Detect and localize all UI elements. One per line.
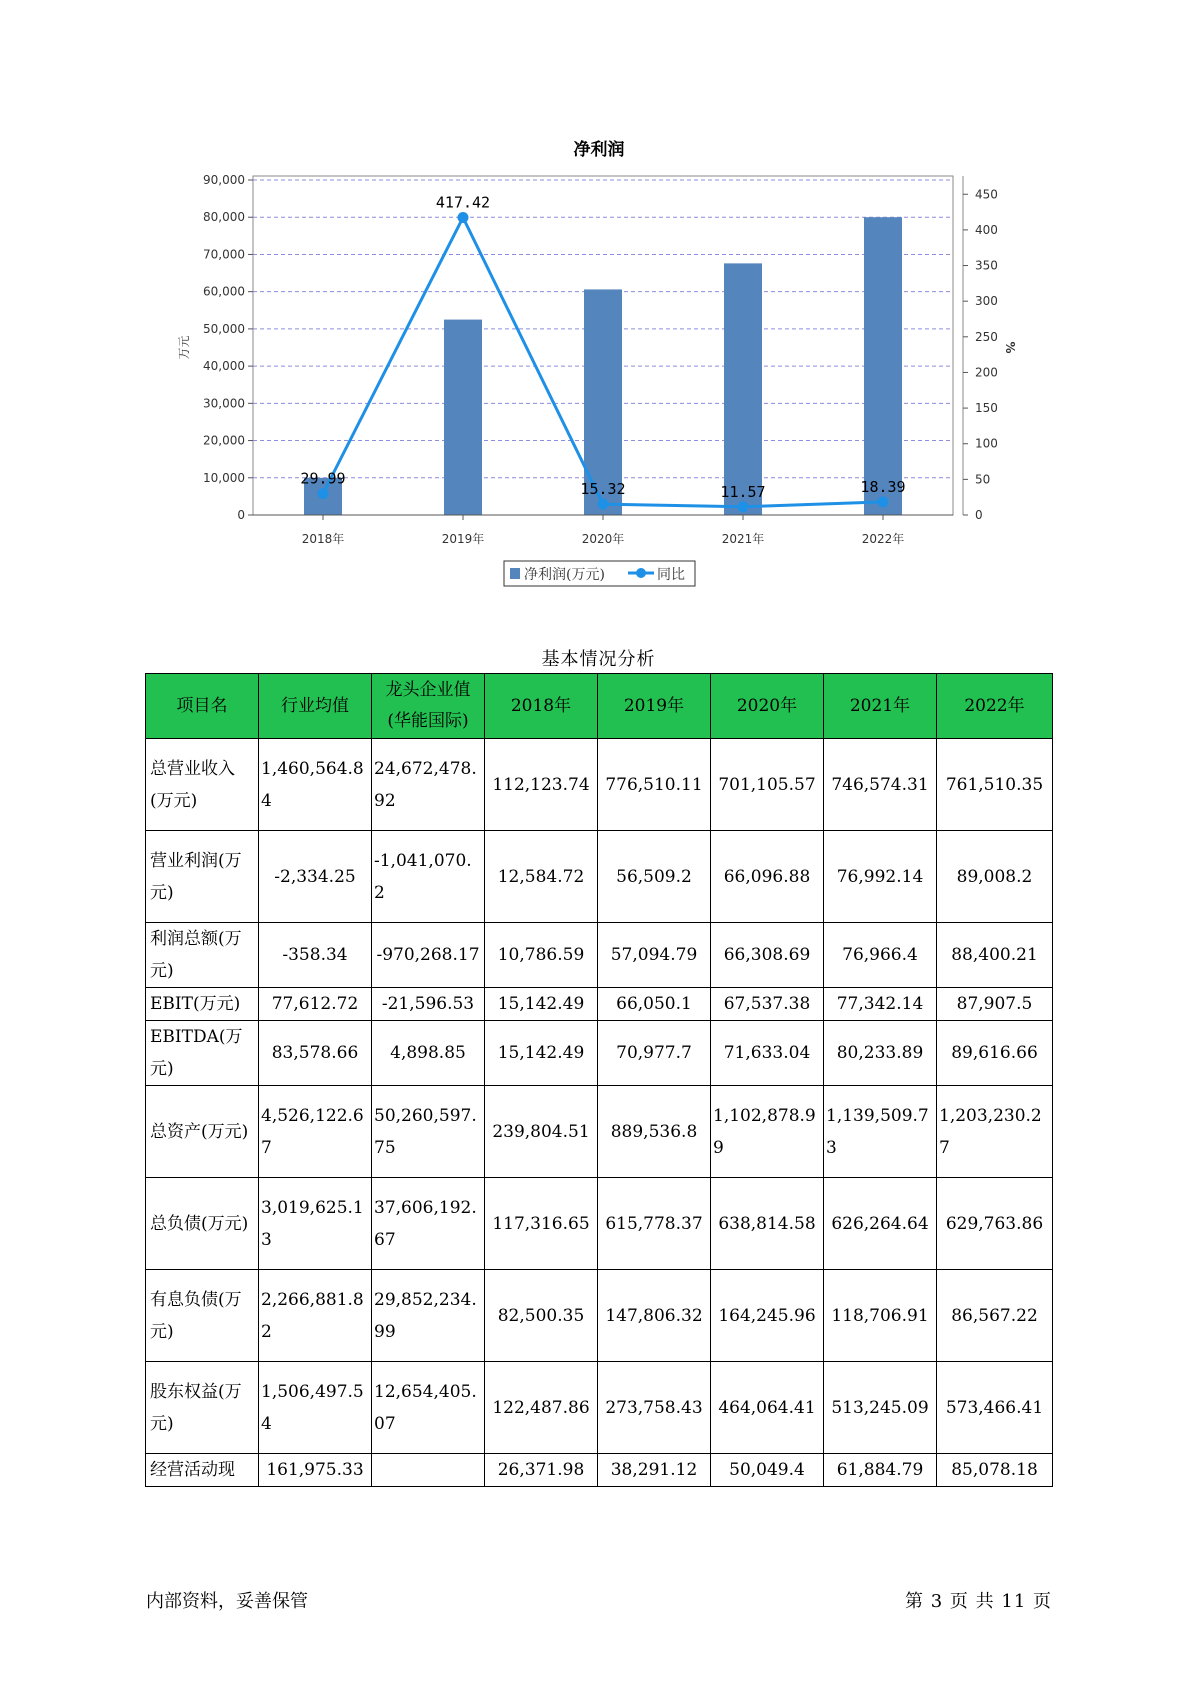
yoy-point [738, 501, 749, 512]
table-cell: 70,977.7 [598, 1021, 711, 1086]
table-cell: 776,510.11 [598, 739, 711, 831]
table-cell: 66,308.69 [711, 923, 824, 988]
table-cell: 10,786.59 [485, 923, 598, 988]
y-tick-label: 80,000 [203, 210, 245, 225]
table-cell: 24,672,478.92 [372, 739, 485, 831]
legend-line-label: 同比 [657, 567, 685, 583]
table-cell: 3,019,625.13 [259, 1178, 372, 1270]
table-cell: 50,260,597.75 [372, 1086, 485, 1178]
x-tick-label: 2022年 [861, 532, 905, 546]
x-tick-label: 2018年 [301, 532, 345, 546]
y-tick-label: 70,000 [203, 247, 245, 262]
y-tick-label: 20,000 [203, 433, 245, 448]
table-cell: 76,992.14 [824, 831, 937, 923]
table-cell: 4,526,122.67 [259, 1086, 372, 1178]
x-tick-label: 2019年 [441, 532, 485, 546]
table-cell: 89,616.66 [937, 1021, 1053, 1086]
y-tick-label: 60,000 [203, 284, 245, 299]
y-tick-label: 40,000 [203, 359, 245, 374]
table-cell: 66,050.1 [598, 988, 711, 1021]
yoy-point [458, 212, 469, 223]
table-header-row [146, 674, 1053, 739]
y2-tick-label: 300 [975, 294, 998, 309]
legend-line-marker [636, 568, 646, 578]
table-cell: 464,064.41 [711, 1362, 824, 1454]
table-cell: 37,606,192.67 [372, 1178, 485, 1270]
table-caption: 基本情况分析 [541, 649, 656, 670]
y-tick-label: 30,000 [203, 396, 245, 411]
table-cell: 61,884.79 [824, 1454, 937, 1487]
table-cell: 117,316.65 [485, 1178, 598, 1270]
y2-tick-label: 150 [975, 401, 998, 416]
table-row [146, 831, 1053, 923]
y2-tick-label: 0 [975, 508, 983, 522]
table-row [146, 739, 1053, 831]
table-cell: 4,898.85 [372, 1021, 485, 1086]
footer-page-number: 第 3 页 共 11 页 [905, 1591, 1052, 1612]
table-cell: 50,049.4 [711, 1454, 824, 1487]
x-tick-label: 2021年 [721, 532, 765, 546]
row-label: 营业利润(万元) [146, 831, 259, 923]
y2-tick-label: 350 [975, 258, 998, 273]
table-row [146, 1178, 1053, 1270]
table-cell: 57,094.79 [598, 923, 711, 988]
table-cell: -1,041,070.2 [372, 831, 485, 923]
table-row [146, 1021, 1053, 1086]
table-cell: 2,266,881.82 [259, 1270, 372, 1362]
table-cell: 12,654,405.07 [372, 1362, 485, 1454]
table-cell: 85,078.18 [937, 1454, 1053, 1487]
table-cell: 26,371.98 [485, 1454, 598, 1487]
table-row [146, 1362, 1053, 1454]
table-cell: 122,487.86 [485, 1362, 598, 1454]
table-row [146, 1270, 1053, 1362]
table-cell: 66,096.88 [711, 831, 824, 923]
table-cell: 71,633.04 [711, 1021, 824, 1086]
row-label: 总资产(万元) [146, 1086, 259, 1178]
header-industry-average: 行业均值 [259, 674, 372, 739]
row-label: EBITDA(万元) [146, 1021, 259, 1086]
row-label: 经营活动现 [146, 1454, 259, 1487]
table-cell: 638,814.58 [711, 1178, 824, 1270]
header-2018: 2018年 [485, 674, 598, 739]
bar [864, 217, 902, 515]
table-row [146, 988, 1053, 1021]
table-cell: 1,102,878.99 [711, 1086, 824, 1178]
table-cell: 15,142.49 [485, 1021, 598, 1086]
table-cell: 701,105.57 [711, 739, 824, 831]
table-cell: -21,596.53 [372, 988, 485, 1021]
chart-title: 净利润 [573, 140, 625, 160]
table-cell: 56,509.2 [598, 831, 711, 923]
table-cell: 629,763.86 [937, 1178, 1053, 1270]
table-cell: 82,500.35 [485, 1270, 598, 1362]
legend-bar-swatch [510, 568, 520, 579]
y-tick-label: 90,000 [203, 173, 245, 187]
row-label: EBIT(万元) [146, 988, 259, 1021]
table-cell: 626,264.64 [824, 1178, 937, 1270]
table-cell: 1,506,497.54 [259, 1362, 372, 1454]
table-cell: 761,510.35 [937, 739, 1053, 831]
y-tick-label: 10,000 [203, 470, 245, 485]
table-cell: 29,852,234.99 [372, 1270, 485, 1362]
row-label: 总营业收入(万元) [146, 739, 259, 831]
table-cell: 12,584.72 [485, 831, 598, 923]
yoy-data-label: 11.57 [720, 482, 766, 501]
table-cell: 80,233.89 [824, 1021, 937, 1086]
table-cell: 273,758.43 [598, 1362, 711, 1454]
yoy-point [878, 496, 889, 507]
bar [444, 320, 482, 515]
yoy-point [598, 499, 609, 510]
yoy-data-label: 15.32 [580, 480, 626, 499]
header-2019: 2019年 [598, 674, 711, 739]
table-cell: 513,245.09 [824, 1362, 937, 1454]
row-label: 总负债(万元) [146, 1178, 259, 1270]
net-profit-chart [0, 130, 1191, 600]
x-tick-label: 2020年 [581, 532, 625, 546]
table-row [146, 1454, 1053, 1487]
header-leader-value: 龙头企业值(华能国际) [372, 674, 485, 739]
table-cell: 86,567.22 [937, 1270, 1053, 1362]
table-body [146, 739, 1053, 1487]
y2-tick-label: 450 [975, 187, 998, 202]
table-cell: 77,612.72 [259, 988, 372, 1021]
table-cell [372, 1454, 485, 1487]
yoy-data-label: 18.39 [860, 477, 906, 496]
table-cell: 746,574.31 [824, 739, 937, 831]
table-cell: 77,342.14 [824, 988, 937, 1021]
header-2020: 2020年 [711, 674, 824, 739]
y2-tick-label: 100 [975, 436, 998, 451]
table-cell: 38,291.12 [598, 1454, 711, 1487]
table-cell: 161,975.33 [259, 1454, 372, 1487]
header-2022: 2022年 [937, 674, 1053, 739]
table-cell: 164,245.96 [711, 1270, 824, 1362]
header-2021: 2021年 [824, 674, 937, 739]
yoy-point [318, 488, 329, 499]
table-cell: 15,142.49 [485, 988, 598, 1021]
table-cell: -2,334.25 [259, 831, 372, 923]
table-cell: 573,466.41 [937, 1362, 1053, 1454]
y2-tick-label: 400 [975, 222, 998, 237]
table-cell: 118,706.91 [824, 1270, 937, 1362]
basic-analysis-table [145, 673, 1053, 1487]
yoy-data-label: 417.42 [435, 193, 491, 212]
table-cell: 76,966.4 [824, 923, 937, 988]
header-item-name: 项目名 [146, 674, 259, 739]
y2-tick-label: 50 [975, 472, 991, 487]
table-cell: 1,203,230.27 [937, 1086, 1053, 1178]
table-row [146, 1086, 1053, 1178]
table-cell: 615,778.37 [598, 1178, 711, 1270]
y-tick-label: 50,000 [203, 321, 245, 336]
y2-tick-label: 200 [975, 365, 998, 380]
table-cell: 83,578.66 [259, 1021, 372, 1086]
table-cell: 239,804.51 [485, 1086, 598, 1178]
y-axis-title: 万元 [177, 335, 191, 360]
legend-bar-label: 净利润(万元) [524, 567, 605, 583]
row-label: 有息负债(万元) [146, 1270, 259, 1362]
row-label: 股东权益(万元) [146, 1362, 259, 1454]
table-cell: 147,806.32 [598, 1270, 711, 1362]
yoy-data-label: 29.99 [300, 469, 346, 488]
table-cell: 112,123.74 [485, 739, 598, 831]
y-tick-label: 0 [237, 508, 245, 522]
y2-axis-title: % [1003, 341, 1017, 354]
table-cell: 1,460,564.84 [259, 739, 372, 831]
table-cell: 88,400.21 [937, 923, 1053, 988]
table-row [146, 923, 1053, 988]
table-cell: -970,268.17 [372, 923, 485, 988]
y2-tick-label: 250 [975, 329, 998, 344]
bar [724, 263, 762, 515]
chart-svg [0, 130, 1191, 600]
table-cell: 89,008.2 [937, 831, 1053, 923]
table-cell: -358.34 [259, 923, 372, 988]
footer-confidential-note: 内部资料，妥善保管 [146, 1591, 308, 1612]
table-cell: 87,907.5 [937, 988, 1053, 1021]
row-label: 利润总额(万元) [146, 923, 259, 988]
table-cell: 889,536.8 [598, 1086, 711, 1178]
table-cell: 67,537.38 [711, 988, 824, 1021]
table-cell: 1,139,509.73 [824, 1086, 937, 1178]
